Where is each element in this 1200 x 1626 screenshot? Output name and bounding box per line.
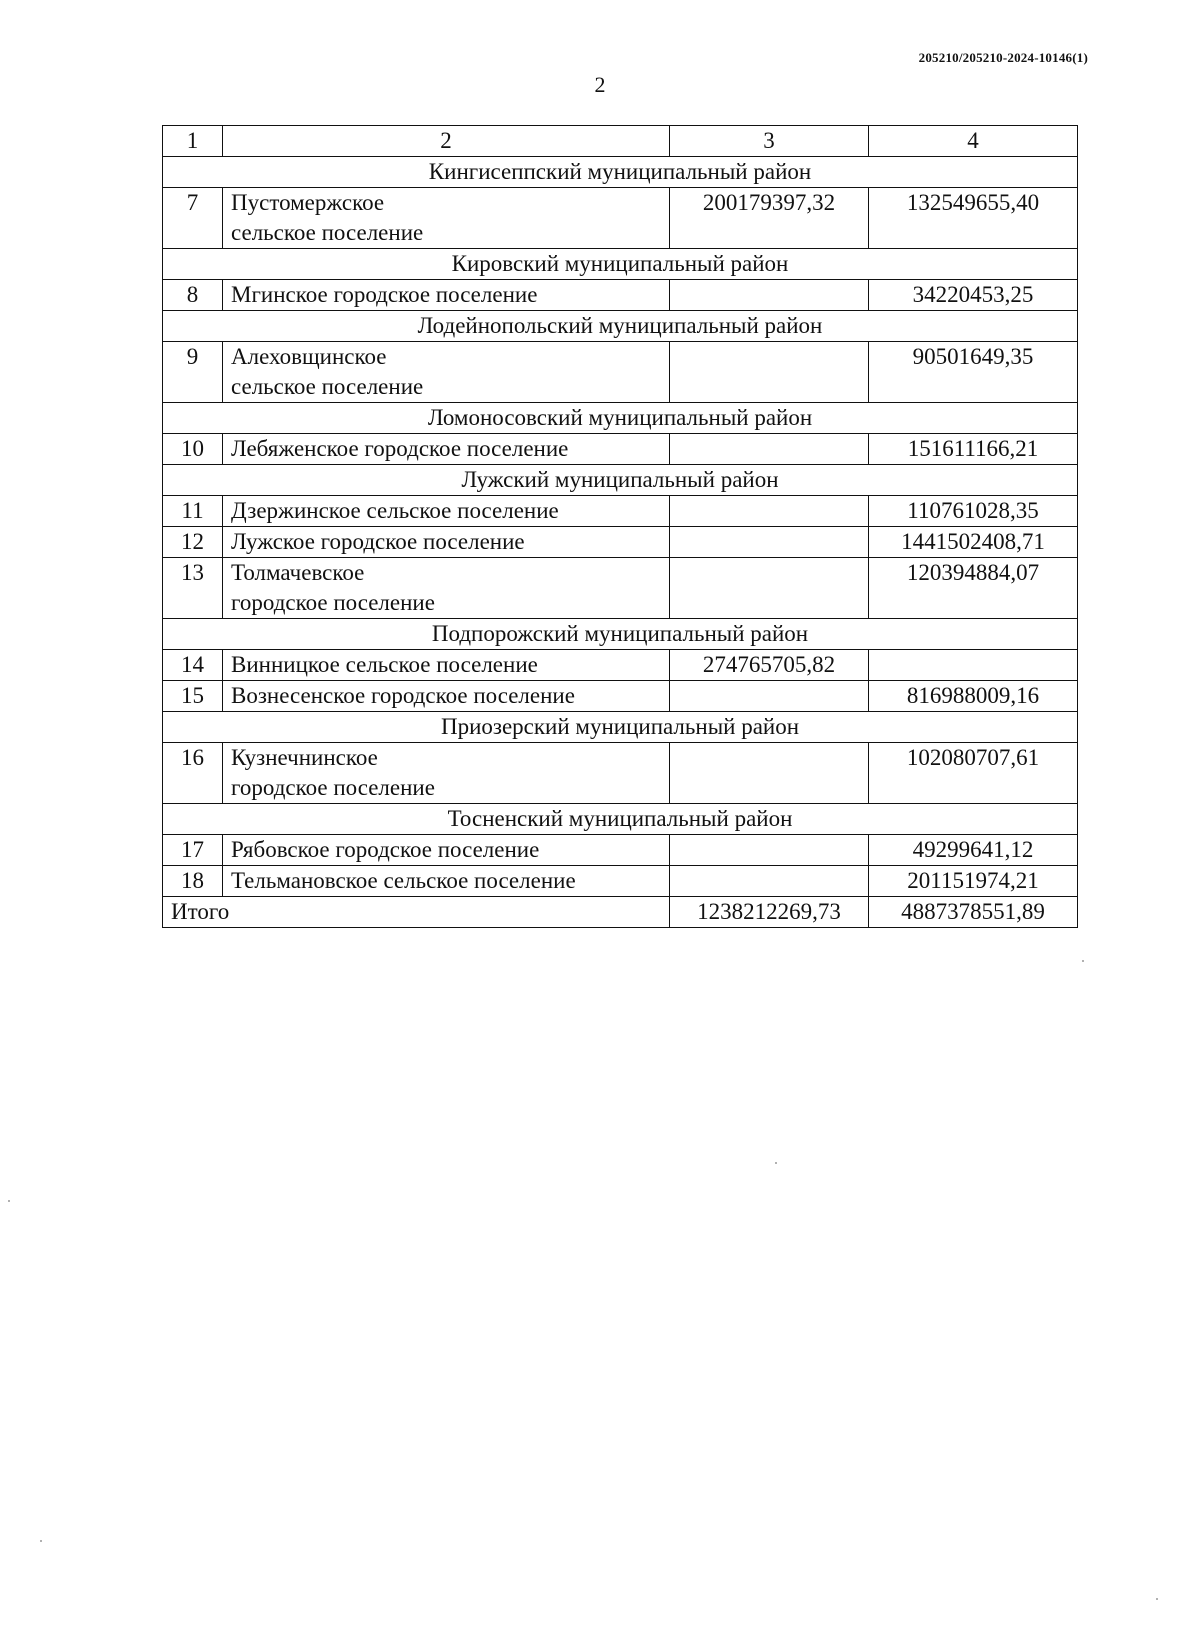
document-id: 205210/205210-2024-10146(1) xyxy=(918,50,1088,65)
amount-col3 xyxy=(670,835,869,866)
district-row xyxy=(163,619,1078,650)
amount-col3: 200179397,32 xyxy=(670,188,869,249)
header-cell: 2 xyxy=(223,126,670,157)
district-row xyxy=(163,249,1078,280)
row-number: 8 xyxy=(163,280,223,311)
amount-col3 xyxy=(670,496,869,527)
district-name: Кировский муниципальный район xyxy=(163,249,1078,280)
row-number: 11 xyxy=(163,496,223,527)
table-header-row xyxy=(163,126,1078,157)
district-row xyxy=(163,465,1078,496)
table-row xyxy=(163,835,1078,866)
row-number: 17 xyxy=(163,835,223,866)
amount-col4 xyxy=(869,650,1078,681)
amount-col4: 102080707,61 xyxy=(869,743,1078,804)
settlement-name-line1: Лужское городское поселение xyxy=(231,529,525,554)
scan-speck xyxy=(8,1200,10,1202)
table-row xyxy=(163,743,1078,804)
settlement-name-line1: Алеховщинское xyxy=(231,344,387,369)
amount-col4: 110761028,35 xyxy=(869,496,1078,527)
amount-col3 xyxy=(670,434,869,465)
district-row xyxy=(163,311,1078,342)
settlement-name-line2: городское поселение xyxy=(231,775,435,800)
scan-speck xyxy=(1082,960,1084,962)
scan-speck xyxy=(775,1162,777,1164)
settlement-name xyxy=(223,342,670,403)
district-row xyxy=(163,804,1078,835)
settlement-name xyxy=(223,866,670,897)
settlement-name xyxy=(223,835,670,866)
table-row xyxy=(163,496,1078,527)
amount-col3 xyxy=(670,866,869,897)
total-row xyxy=(163,897,1078,928)
district-row xyxy=(163,157,1078,188)
amount-col4: 120394884,07 xyxy=(869,558,1078,619)
settlement-name-line1: Вознесенское городское поселение xyxy=(231,683,575,708)
amount-col3 xyxy=(670,342,869,403)
settlement-name xyxy=(223,496,670,527)
settlement-name xyxy=(223,434,670,465)
district-name: Лужский муниципальный район xyxy=(163,465,1078,496)
amount-col4: 49299641,12 xyxy=(869,835,1078,866)
table-row xyxy=(163,558,1078,619)
settlement-name-line1: Тельмановское сельское поселение xyxy=(231,868,576,893)
settlement-name-line1: Мгинское городское поселение xyxy=(231,282,538,307)
amount-col3 xyxy=(670,743,869,804)
row-number: 18 xyxy=(163,866,223,897)
table-row xyxy=(163,866,1078,897)
settlement-name-line2: сельское поселение xyxy=(231,374,424,399)
settlement-name-line1: Пустомержское xyxy=(231,190,385,215)
table-row xyxy=(163,650,1078,681)
amount-col4: 90501649,35 xyxy=(869,342,1078,403)
header-cell: 3 xyxy=(670,126,869,157)
amount-col4: 151611166,21 xyxy=(869,434,1078,465)
row-number: 10 xyxy=(163,434,223,465)
district-name: Тосненский муниципальный район xyxy=(163,804,1078,835)
row-number: 15 xyxy=(163,681,223,712)
table-row xyxy=(163,342,1078,403)
page-number: 2 xyxy=(594,72,606,97)
amount-col3 xyxy=(670,558,869,619)
settlement-name-line1: Дзержинское сельское поселение xyxy=(231,498,559,523)
row-number: 13 xyxy=(163,558,223,619)
settlement-name xyxy=(223,743,670,804)
amount-col3 xyxy=(670,280,869,311)
district-name: Кингисеппский муниципальный район xyxy=(163,157,1078,188)
district-row xyxy=(163,712,1078,743)
row-number: 7 xyxy=(163,188,223,249)
settlement-name-line2: городское поселение xyxy=(231,590,435,615)
settlement-name-line1: Толмачевское xyxy=(231,560,365,585)
amount-col4: 1441502408,71 xyxy=(869,527,1078,558)
district-name: Подпорожский муниципальный район xyxy=(163,619,1078,650)
settlement-name xyxy=(223,558,670,619)
settlement-name xyxy=(223,280,670,311)
settlement-name-line2: сельское поселение xyxy=(231,220,424,245)
row-number: 16 xyxy=(163,743,223,804)
settlement-name-line1: Лебяженское городское поселение xyxy=(231,436,569,461)
settlement-name-line1: Кузнечнинское xyxy=(231,745,378,770)
settlement-name-line1: Рябовское городское поселение xyxy=(231,837,540,862)
table-body xyxy=(163,126,1078,928)
table-row xyxy=(163,434,1078,465)
settlement-name xyxy=(223,527,670,558)
table-row xyxy=(163,527,1078,558)
amount-col3 xyxy=(670,527,869,558)
header-cell: 4 xyxy=(869,126,1078,157)
total-label: Итого xyxy=(163,897,670,928)
amount-col4: 132549655,40 xyxy=(869,188,1078,249)
table-row xyxy=(163,188,1078,249)
amount-col4: 201151974,21 xyxy=(869,866,1078,897)
row-number: 14 xyxy=(163,650,223,681)
amount-col4: 34220453,25 xyxy=(869,280,1078,311)
scan-speck xyxy=(1156,1598,1158,1600)
header-cell: 1 xyxy=(163,126,223,157)
settlement-name xyxy=(223,188,670,249)
settlement-name-line1: Винницкое сельское поселение xyxy=(231,652,538,677)
district-name: Ломоносовский муниципальный район xyxy=(163,403,1078,434)
table-row xyxy=(163,280,1078,311)
row-number: 12 xyxy=(163,527,223,558)
settlement-name xyxy=(223,681,670,712)
total-col4: 4887378551,89 xyxy=(869,897,1078,928)
district-name: Приозерский муниципальный район xyxy=(163,712,1078,743)
amount-col3: 274765705,82 xyxy=(670,650,869,681)
amount-col3 xyxy=(670,681,869,712)
district-name: Лодейнопольский муниципальный район xyxy=(163,311,1078,342)
district-row xyxy=(163,403,1078,434)
amount-col4: 816988009,16 xyxy=(869,681,1078,712)
scan-speck xyxy=(40,1540,42,1542)
settlement-name xyxy=(223,650,670,681)
row-number: 9 xyxy=(163,342,223,403)
table-row xyxy=(163,681,1078,712)
total-col3: 1238212269,73 xyxy=(670,897,869,928)
budget-table xyxy=(162,125,1078,928)
